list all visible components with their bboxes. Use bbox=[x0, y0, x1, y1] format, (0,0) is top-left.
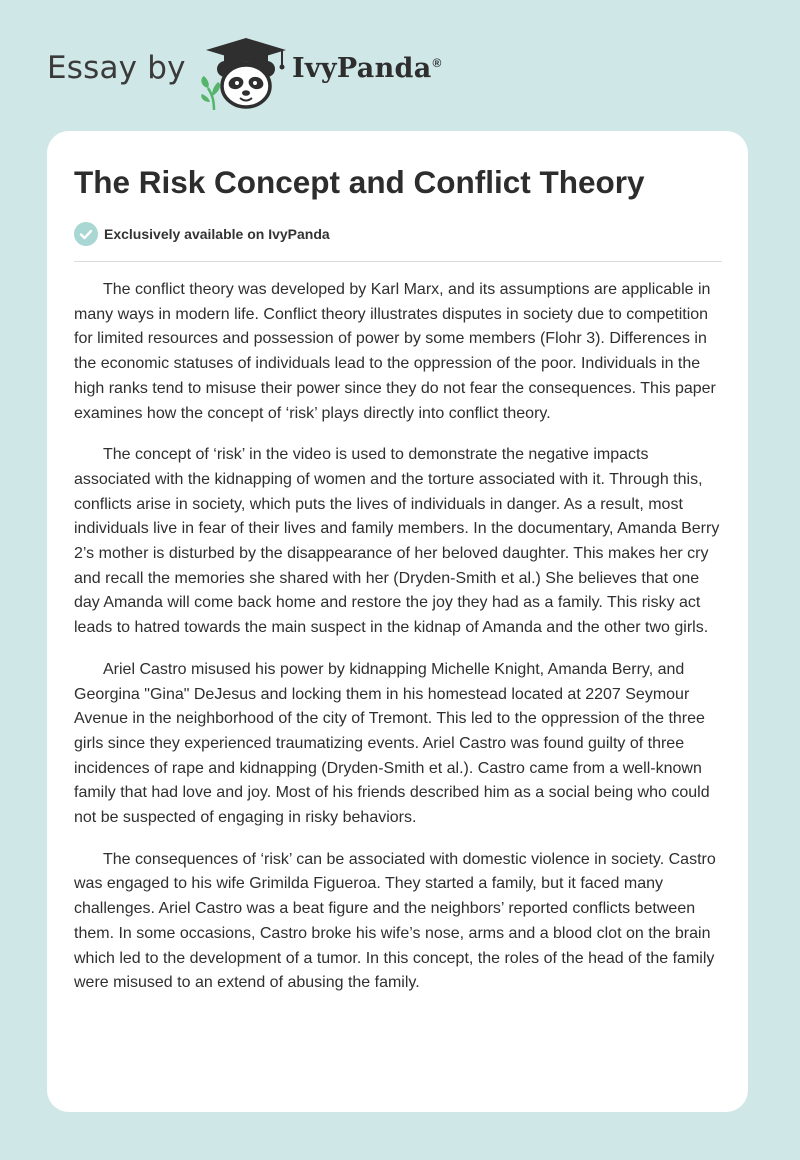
check-circle-icon bbox=[74, 222, 98, 246]
brand-text: IvyPanda bbox=[292, 53, 432, 84]
essay-paragraph: Ariel Castro misused his power by kidnapping Michelle Knight, Amanda Berry, and Georgina "Gina" DeJesus and locking them in his homestead located at 2207 Seymour Avenue in the neighborhood of the city of Tremont. This led to the oppression of the three girls since they experienced traumatizing events. Ariel Castro was found guilty of three incidences of rape and kidnapping (Dryden-Smith et al.). Castro came from a well-known family that had love and joy. Most of his friends described him as a social being who could not be suspected of engaging in risky behaviors. bbox=[74, 660, 710, 827]
panda-graduate-logo-icon[interactable] bbox=[198, 36, 294, 112]
ivypanda-brand-name[interactable] bbox=[292, 53, 442, 84]
site-header bbox=[0, 0, 800, 130]
essay-body bbox=[74, 278, 726, 1013]
registered-mark: ® bbox=[432, 56, 442, 70]
essay-by-label: Essay by bbox=[47, 50, 186, 86]
exclusive-badge-label: Exclusively available on IvyPanda bbox=[104, 226, 330, 242]
essay-paragraph: The concept of ‘risk’ in the video is used to demonstrate the negative impacts associated with the kidnapping of women and the torture associated with it. Through this, conflicts arise in society, which puts the lives of individuals in danger. As a result, most individuals live in fear of their lives and family members. In the documentary, Amanda Berry 2’s mother is disturbed by the disappearance of her beloved daughter. This makes her cry and recall the memories she shared with her (Dryden-Smith et al.) She believes that one day Amanda will come back home and restore the joy they had as a family. This risky act leads to hatred towards the main suspect in the kidnap of Amanda and the other two girls. bbox=[74, 446, 720, 637]
title-divider bbox=[74, 261, 722, 262]
essay-title: The Risk Concept and Conflict Theory bbox=[74, 164, 645, 200]
essay-paragraph: The conflict theory was developed by Karl Marx, and its assumptions are applicable in many ways in modern life. Conflict theory illustrates disputes in society due to competition for limited resources and possession of power by some members (Flohr 3). Differences in the economic statuses of individuals lead to the oppression of the poor. Individuals in the high ranks tend to misuse their power since they do not fear the consequences. This paper examines how the concept of ‘risk’ plays directly into conflict theory. bbox=[74, 281, 716, 422]
exclusive-badge bbox=[74, 222, 330, 246]
essay-card bbox=[47, 131, 748, 1112]
essay-paragraph: The consequences of ‘risk’ can be associated with domestic violence in society. Castro was engaged to his wife Grimilda Figueroa. They started a family, but it faced many challenges. Ariel Castro was a beat figure and the neighbors’ reported conflicts between them. In some occasions, Castro broke his wife’s nose, arms and a blood clot on the brain which led to the development of a tumor. In this concept, the roles of the head of the family were misused to an extend of abusing the family. bbox=[74, 850, 716, 992]
